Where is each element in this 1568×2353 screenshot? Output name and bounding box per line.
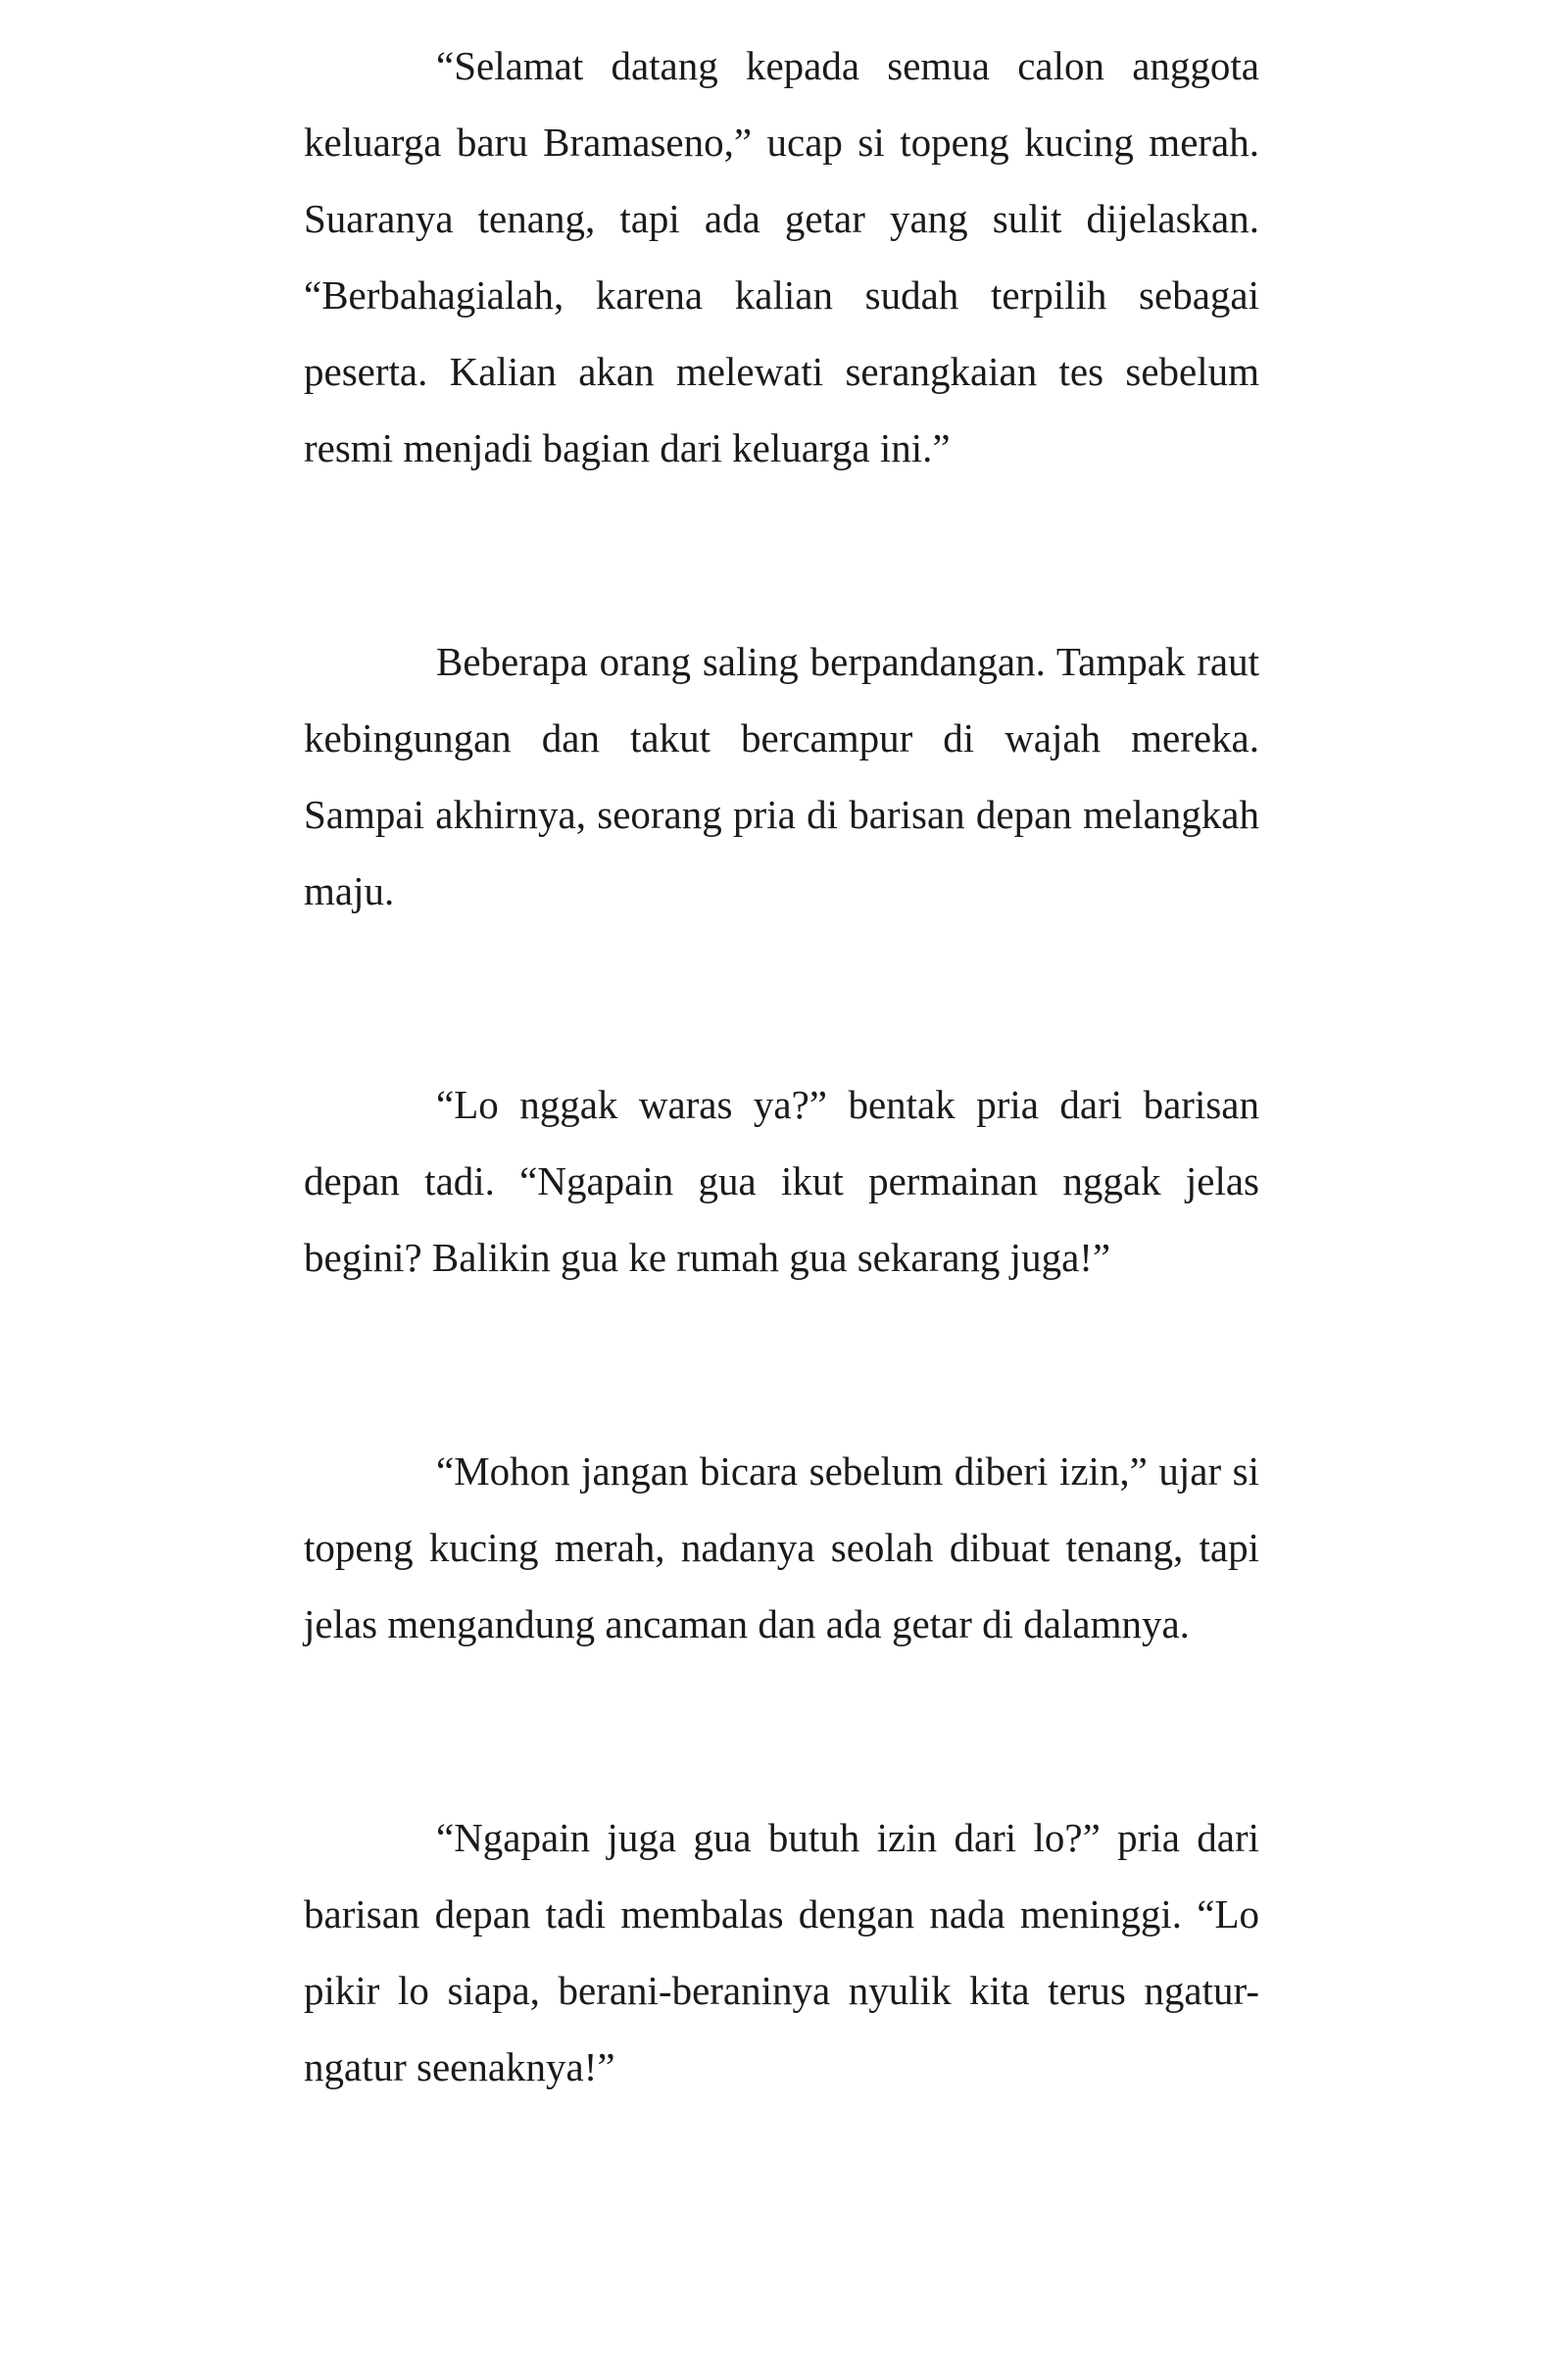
paragraph-2: Beberapa orang saling berpandangan. Tampak raut kebingungan dan takut bercampur di wajah mereka. Sampai akhirnya, seorang pria di barisan depan melangkah maju. [304, 639, 1259, 913]
paragraph-3: “Lo nggak waras ya?” bentak pria dari barisan depan tadi. “Ngapain gua ikut permainan nggak jelas begini? Balikin gua ke rumah gua sekarang juga!” [304, 1082, 1259, 1280]
paragraph-5: “Ngapain juga gua butuh izin dari lo?” pria dari barisan depan tadi membalas dengan nada meninggi. “Lo pikir lo siapa, berani-beraninya nyulik kita terus ngatur-ngatur seenaknya!” [304, 1815, 1259, 2089]
paragraph-4: “Mohon jangan bicara sebelum diberi izin,” ujar si topeng kucing merah, nadanya seolah dibuat tenang, tapi jelas mengandung ancaman dan ada getar di dalamnya. [304, 1448, 1259, 1646]
text-column [304, 27, 1259, 2105]
paragraph-1: “Selamat datang kepada semua calon anggota keluarga baru Bramaseno,” ucap si topeng kucing merah. Suaranya tenang, tapi ada getar yang sulit dijelaskan. “Berbahagialah, karena kalian sudah terpilih sebagai peserta. Kalian akan melewati serangkaian tes sebelum resmi menjadi bagian dari keluarga ini.” [304, 43, 1259, 470]
